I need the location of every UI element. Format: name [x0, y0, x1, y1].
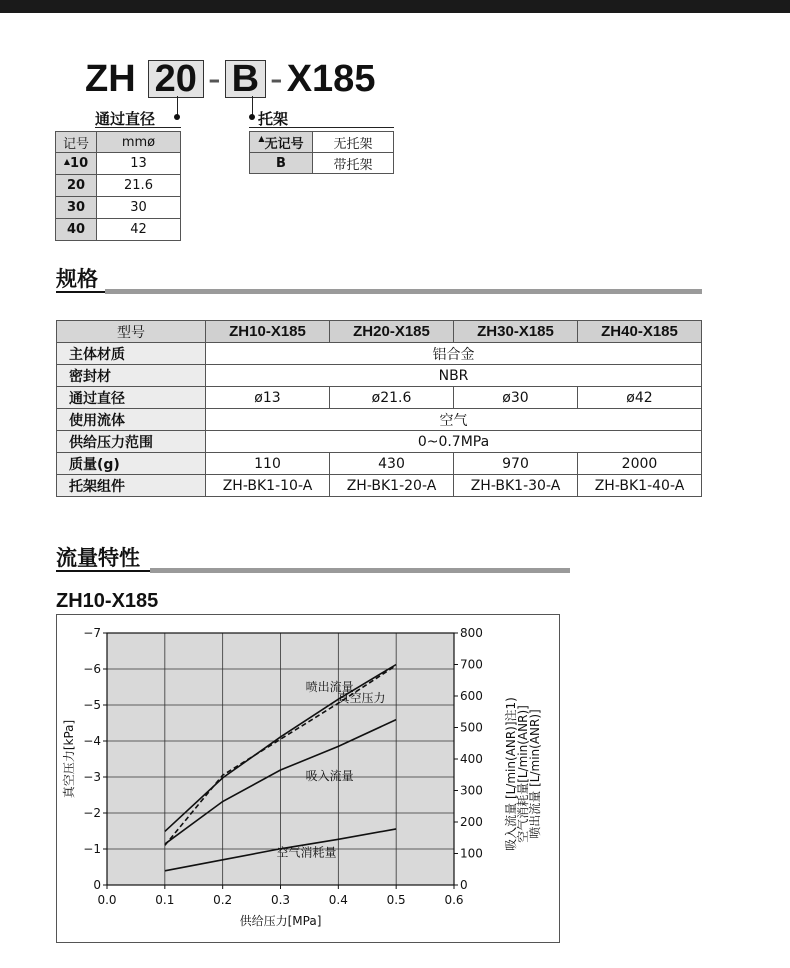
y-right-tick-label: 600: [460, 689, 483, 703]
code-dash-1: -: [207, 57, 221, 100]
x-tick-label: 0.0: [97, 893, 117, 907]
standard-marker: ▲: [63, 157, 71, 166]
size-table: [55, 131, 181, 241]
spec-cell: 110: [206, 453, 330, 475]
size-row-mark: 40: [56, 219, 97, 241]
bracket-dot: [249, 114, 255, 120]
code-bracket-box: B: [225, 60, 266, 98]
size-row-value: 42: [97, 219, 181, 241]
spec-row-label: 通过直径: [57, 387, 206, 409]
spec-row-label: 密封材: [57, 365, 206, 387]
size-row-value: 13: [97, 153, 181, 175]
spec-row-label: 供给压力范围: [57, 431, 206, 453]
spec-header-model: ZH30-X185: [454, 321, 578, 343]
series-label: 吸入流量: [305, 768, 354, 783]
spec-cell-merged: 空气: [206, 409, 702, 431]
flow-title-bar: [150, 568, 570, 573]
spec-cell-merged: 铝合金: [206, 343, 702, 365]
bracket-row-value: 带托架: [313, 153, 394, 174]
spec-cell: 430: [330, 453, 454, 475]
bracket-table: [249, 131, 394, 174]
y-left-axis-label: 真空压力[kPa]: [62, 719, 76, 799]
size-connector: [177, 96, 178, 116]
bracket-row-mark: B: [250, 153, 313, 174]
spec-cell-merged: 0~0.7MPa: [206, 431, 702, 453]
code-prefix: ZH: [85, 57, 136, 100]
spec-cell: ø13: [206, 387, 330, 409]
y-right-tick-label: 100: [460, 846, 483, 861]
code-dash-2: -: [270, 57, 283, 100]
x-tick-label: 0.6: [444, 893, 464, 907]
y-right-axis-label: 吸入流量 [L/min(ANR)]注1): [504, 697, 518, 851]
spec-cell-merged: NBR: [206, 365, 702, 387]
spec-cell: ø21.6: [330, 387, 454, 409]
size-label: 通过直径: [95, 110, 156, 128]
y-left-tick-label: −6: [83, 662, 101, 676]
spec-row-label: 使用流体: [57, 409, 206, 431]
spec-section-title: 规格: [56, 267, 98, 291]
spec-row-label: 质量(g): [57, 453, 206, 475]
size-row-mark: 30: [56, 197, 97, 219]
x-tick-label: 0.1: [155, 893, 175, 907]
spec-title-underline: [56, 291, 105, 293]
spec-cell: ZH-BK1-20-A: [330, 475, 454, 497]
flow-title-underline: [56, 570, 150, 572]
spec-header-type: 型号: [57, 321, 206, 343]
spec-row-label: 主体材质: [57, 343, 206, 365]
y-left-tick-label: −7: [83, 626, 101, 640]
size-row-value: 30: [97, 197, 181, 219]
y-right-tick-label: 200: [460, 815, 483, 829]
x-axis-label: 供给压力[MPa]: [239, 914, 322, 928]
model-code: [85, 58, 375, 100]
x-tick-label: 0.2: [213, 893, 233, 907]
y-right-axis-label: 喷出流量 [L/min(ANR)]: [528, 709, 542, 839]
y-left-tick-label: −2: [83, 806, 101, 820]
top-bar: [0, 0, 790, 13]
spec-row-label: 托架组件: [57, 475, 206, 497]
spec-title-bar: [105, 289, 702, 294]
bracket-label-underline: [249, 127, 394, 128]
size-row-value: 21.6: [97, 175, 181, 197]
bracket-row-value: 无托架: [313, 132, 394, 153]
y-right-tick-label: 300: [460, 783, 483, 798]
bracket-connector: [252, 96, 253, 116]
chart-title: ZH10-X185: [56, 590, 159, 612]
spec-table: [56, 320, 702, 497]
spec-cell: ZH-BK1-10-A: [206, 475, 330, 497]
y-right-tick-label: 500: [460, 720, 483, 735]
size-table-header-mark: 记号: [56, 132, 97, 153]
bracket-label: 托架: [258, 110, 289, 128]
y-left-tick-label: −4: [83, 734, 101, 748]
series-label: 喷出流量: [305, 679, 354, 694]
spec-header-model: ZH20-X185: [330, 321, 454, 343]
y-left-tick-label: −1: [83, 842, 101, 856]
standard-marker: ▲: [258, 133, 265, 143]
spec-header-model: ZH10-X185: [206, 321, 330, 343]
spec-cell: ø30: [454, 387, 578, 409]
flow-chart: [57, 615, 559, 942]
y-right-tick-label: 700: [460, 657, 483, 672]
x-tick-label: 0.3: [270, 893, 291, 907]
size-row-mark: 20: [56, 175, 97, 197]
series-label: 真空压力: [337, 691, 386, 706]
spec-header-model: ZH40-X185: [578, 321, 702, 343]
y-right-axis-label: 空气消耗量[L/min(ANR)]: [516, 705, 530, 843]
spec-cell: ZH-BK1-40-A: [578, 475, 702, 497]
y-right-tick-label: 0: [460, 878, 468, 892]
spec-cell: 2000: [578, 453, 702, 475]
size-label-underline: [95, 127, 181, 128]
x-tick-label: 0.4: [328, 893, 348, 907]
size-table-header-mm: mmø: [97, 132, 181, 153]
x-tick-label: 0.5: [386, 893, 406, 907]
spec-cell: 970: [454, 453, 578, 475]
chart-frame: [56, 614, 560, 943]
bracket-row-mark: ▲无记号: [250, 132, 313, 153]
size-dot: [174, 114, 180, 120]
y-left-tick-label: 0: [93, 878, 101, 892]
y-right-tick-label: 800: [460, 626, 483, 640]
series-label: 空气消耗量: [276, 845, 337, 860]
flow-section-title: 流量特性: [56, 546, 140, 570]
size-row-mark: ▲10: [56, 153, 97, 175]
code-suffix: X185: [286, 57, 376, 100]
y-left-tick-label: −3: [83, 770, 101, 784]
spec-cell: ø42: [578, 387, 702, 409]
y-left-tick-label: −5: [83, 698, 101, 712]
code-size-box: 20: [148, 60, 204, 98]
y-right-tick-label: 400: [460, 752, 483, 766]
spec-cell: ZH-BK1-30-A: [454, 475, 578, 497]
